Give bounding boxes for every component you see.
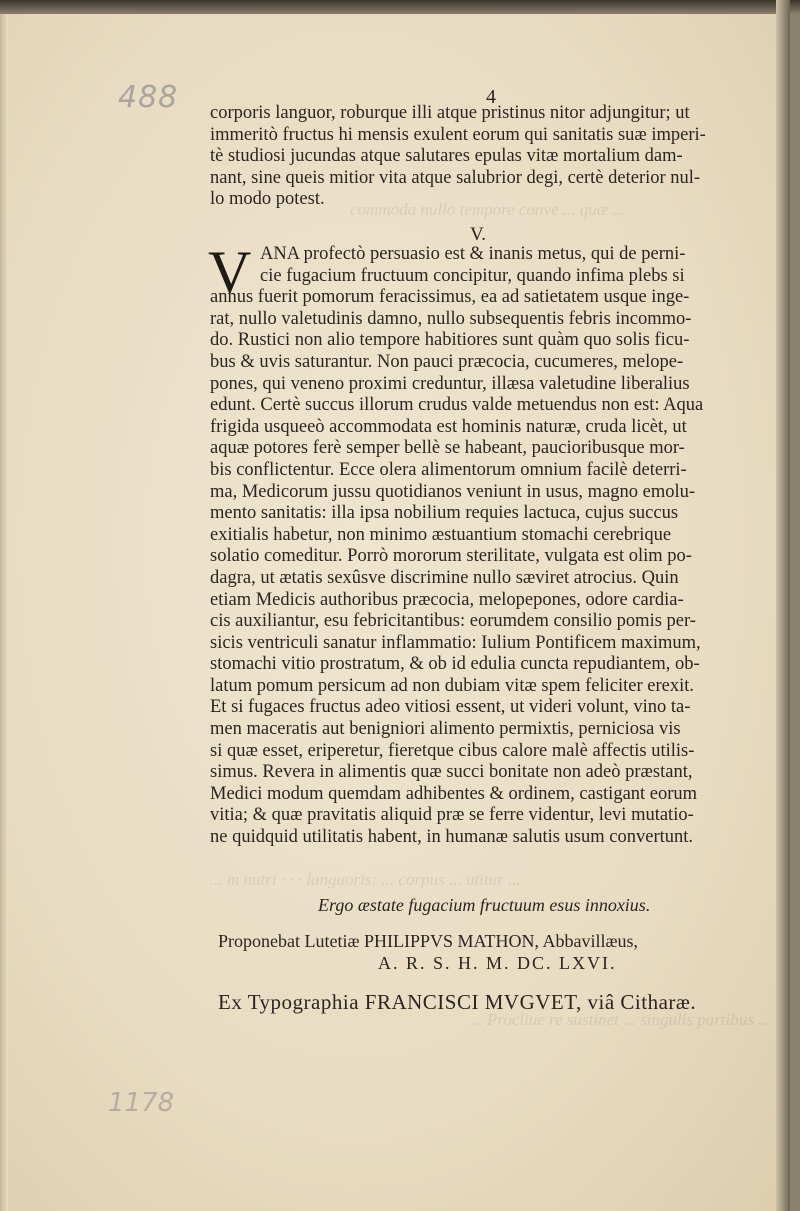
bleed-through-text: ... m nutri · · · languoris: ... corpus ... utitur ... (210, 870, 521, 889)
text-line: etiam Medicis authoribus præcocia, melopepones, odore cardia- (210, 589, 684, 610)
text-line: rat, nullo valetudinis damno, nullo subsequentis febris incommo- (210, 308, 692, 329)
thesis-conclusion: Ergo æstate fugacium fructuum esus innoxius. (318, 895, 651, 915)
defense-line-1: Proponebat Lutetiæ PHILIPPVS MATHON, Abbavillæus, (218, 931, 639, 951)
text-line: vitia; & quæ pravitatis aliquid præ se ferre videntur, levi mutatio- (210, 805, 694, 826)
drop-capital: V (208, 239, 252, 305)
text-line: latum pomum persicum ad non dubiam vitæ spem feliciter erexit. (210, 675, 694, 696)
text-line: cie fugacium fructuum concipitur, quando infima plebs si (260, 265, 685, 286)
text-line: nant, sine queis mitior vita atque salubrior degi, certè deterior nul- (210, 167, 701, 188)
text-line: frigida usqueeò accommodata est hominis naturæ, cruda licèt, ut (210, 416, 687, 437)
text-line: Medici modum quemdam adhibentes & ordinem, castigant eorum (210, 783, 698, 804)
manuscript-page-number: 488 (118, 80, 179, 115)
text-line: tè studiosi jucundas atque salutares epulas vitæ mortalium dam- (210, 146, 683, 167)
text-line: sicis ventriculi sanatur inflammatio: Iulium Pontificem maximum, (210, 632, 701, 653)
text-line: stomachi vitio prostratum, & ob id edulia cuncta repudiantem, ob- (210, 654, 700, 675)
text-line: ma, Medicorum jussu quotidianos veniunt in usus, magno emolu- (210, 481, 696, 502)
text-line: simus. Revera in alimentis quæ succi bonitate non adeò præstant, (210, 762, 693, 783)
printer-imprint: Ex Typographia FRANCISCI MVGVET, viâ Citharæ. (218, 990, 697, 1014)
text-line: dagra, ut ætatis sexûsve discrimine nullo sæviret atrocius. Quin (210, 567, 679, 588)
defense-line-2: A. R. S. H. M. DC. LXVI. (378, 953, 617, 973)
text-line: si quæ esset, eriperetur, fieretque cibus calore malè affectis utilis- (210, 740, 695, 761)
text-line: ne quidquid utilitatis habent, in humanæ salutis usum convertunt. (210, 827, 694, 848)
manuscript-bottom-number: 1178 (108, 1088, 175, 1118)
text-line: bis conflictentur. Ecce olera alimentorum omnium facilè deterri- (210, 459, 687, 480)
text-line: Et si fugaces fructus adeo vitiosi essent, ut videri volunt, vino ta- (210, 697, 691, 718)
text-line: annus fuerit pomorum feracissimus, ea ad satietatem usque inge- (210, 287, 690, 308)
text-line: men maceratis aut benigniori alimento permixtis, perniciosa vis (210, 719, 681, 740)
text-line: bus & uvis saturantur. Non pauci præcocia, cucumeres, melope- (210, 351, 684, 372)
text-line: aquæ potores ferè semper bellè se habeant, paucioribusque mor- (210, 438, 685, 459)
text-line: lo modo potest. (210, 189, 325, 210)
text-line: ANA profectò persuasio est & inanis metus, qui de perni- (260, 244, 686, 264)
paragraph-1 (210, 103, 770, 211)
defense-statement (218, 930, 778, 974)
printed-page-number: 4 (486, 86, 496, 108)
text-line: solatio comeditur. Porrò mororum sterilitate, vulgata est olim po- (210, 546, 692, 567)
bleed-through-text: commoda nullo tempore conve ... quæ ... (350, 200, 626, 219)
text-line: pones, qui veneno proximi creduntur, illæsa valetudine liberalius (210, 373, 690, 394)
page-right-edge (776, 0, 790, 1211)
text-line: corporis languor, roburque illi atque pristinus nitor adjungitur; ut (210, 103, 690, 123)
bleed-through-text: ... Procliue re sustinet ... singulis partibus ... (470, 1010, 771, 1029)
paragraph-2 (208, 239, 770, 849)
text-line: do. Rustici non alio tempore habitiores sunt quàm quo solis ficu- (210, 330, 690, 351)
text-line: mento sanitatis: illa ipsa nobilium requies lactuca, cujus succus (210, 503, 679, 524)
text-line: immeritò fructus hi mensis exulent eorum qui sanitatis suæ imperi- (210, 124, 706, 145)
text-line: edunt. Certè succus illorum crudus valde metuendus non est: Aqua (210, 395, 704, 416)
page-top-edge (0, 0, 800, 14)
section-number: V. (470, 224, 487, 245)
text-line: exitialis habetur, non minimo æstuantium stomachi cerebrique (210, 524, 672, 545)
page-left-edge (0, 14, 8, 1211)
text-line: cis auxiliantur, esu febricitantibus: eorumdem consilio pomis per- (210, 611, 696, 632)
